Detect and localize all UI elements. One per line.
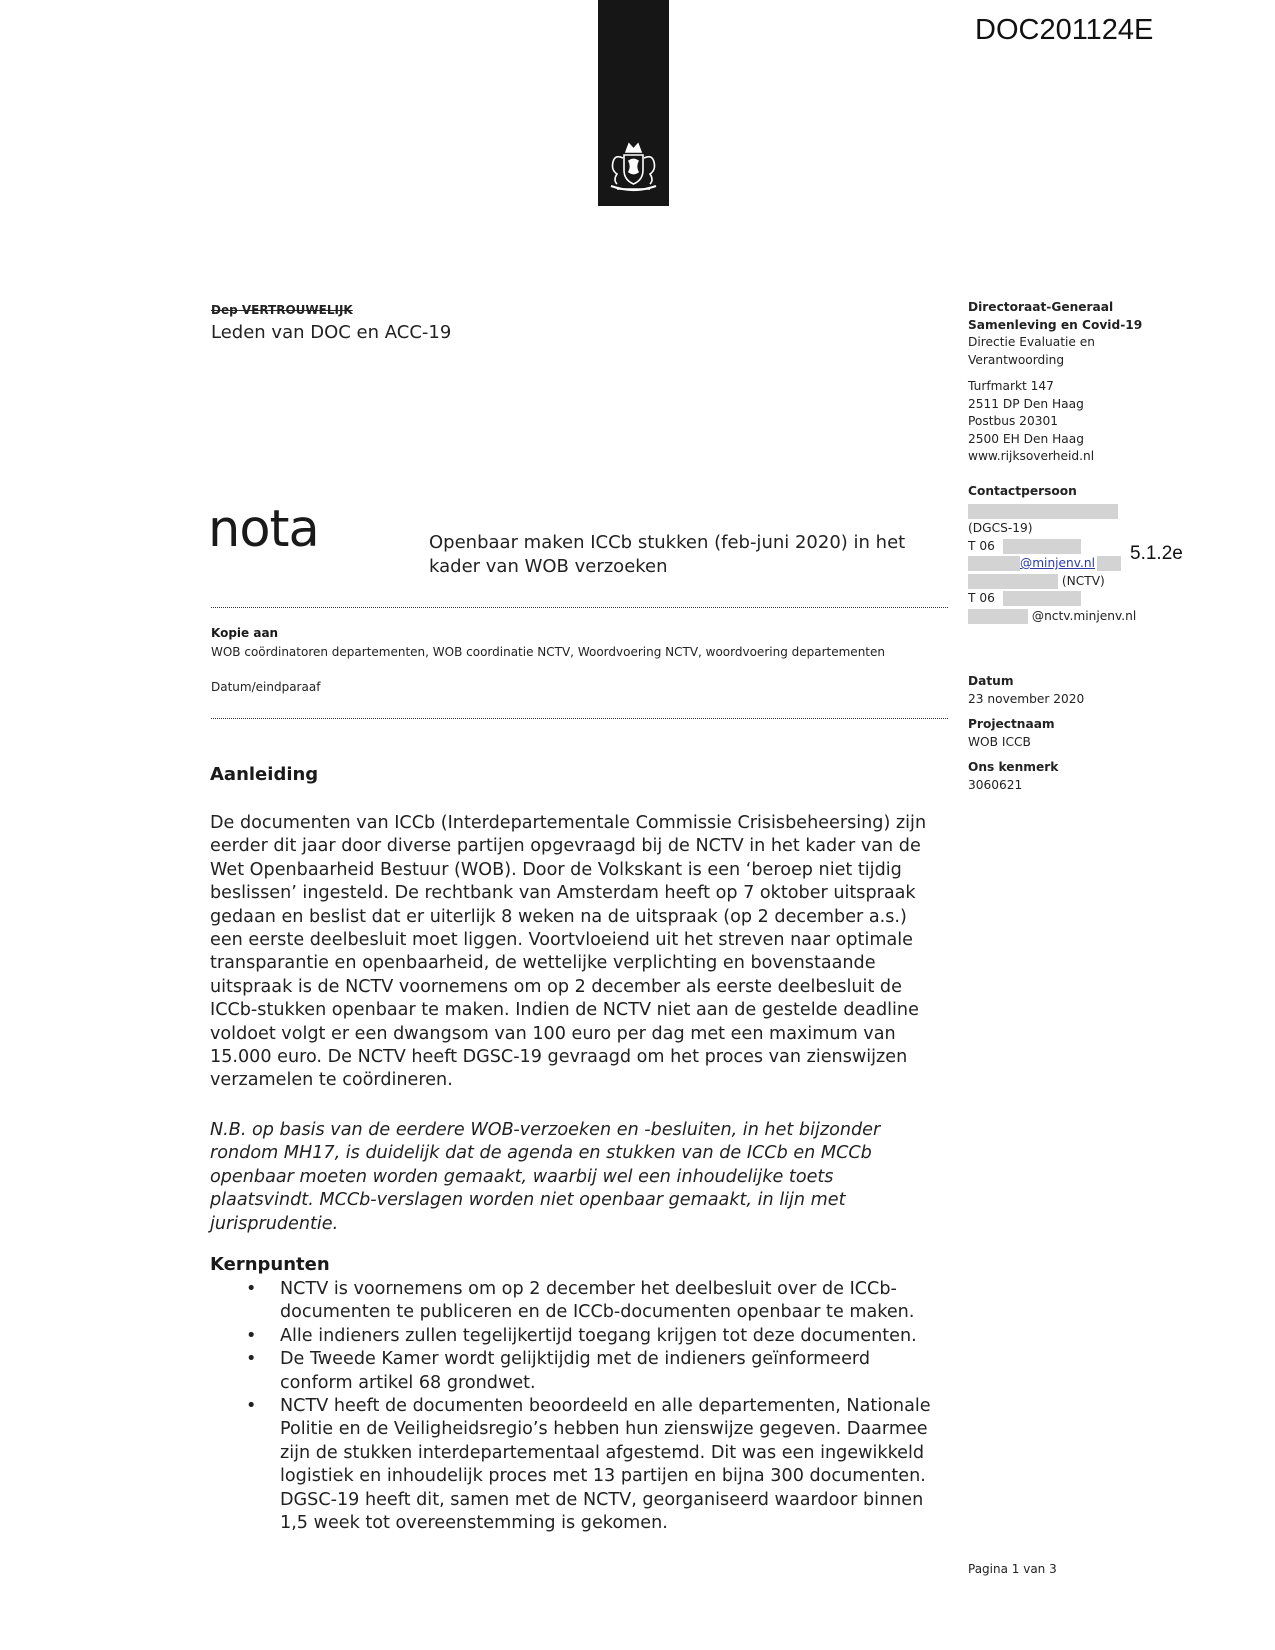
paragraph: De documenten van ICCb (Interdepartementale Commissie Crisisbeheersing) zijn eerder dit jaar door diverse partijen opgevraagd bij de NCTV in het kader van de Wet Openbaarheid Bestuur (WOB). Door de Volkskant is een ‘beroep niet tijdig beslissen’ ingesteld. De rechtbank van Amsterdam heeft op 7 oktober uitspraak gedaan en beslist dat er uiterlijk 8 weken na de uitspraak (op 2 december a.s.) een eerste deelbesluit moet liggen. Voortvloeiend uit het streven naar optimale transparantie en openbaarheid, de wettelijke verplichting en bovenstaande uitspraak is de NCTV voornemens om op 2 december als eerste deelbesluit de ICCb-stukken openbaar te maken. Indien de NCTV niet aan de gestelde deadline voldoet volgt er een dwangsom van 100 euro per dag met een maximum van 15.000 euro. De NCTV heeft DGSC-19 gevraagd om het proces van zienswijzen verzamelen te coördineren. xyxy=(210,813,927,1091)
section-title-kernpunten: Kernpunten xyxy=(210,1254,330,1275)
org-name-line1: Directoraat-Generaal xyxy=(968,300,1114,314)
recipients: Leden van DOC en ACC-19 xyxy=(211,322,452,343)
divider-top xyxy=(211,607,948,608)
list-item xyxy=(246,1395,946,1535)
list-item-text: NCTV heeft de documenten beoordeeld en alle departementen, Nationale Politie en de Veiligheidsregio’s hebben hun zienswijze gegeven. Daarmee zijn de stukken interdepartementaal afgestemd. Dit was een ingewikkeld logistiek en inhoudelijk proces met 13 partijen en bijna 300 documenten. DGSC-19 heeft dit, samen met de NCTV, georganiseerd waardoor binnen 1,5 week tot overeenstemming is gekomen. xyxy=(280,1396,931,1534)
address-line: Turfmarkt 147 xyxy=(968,379,1054,393)
address-line: Postbus 20301 xyxy=(968,414,1058,428)
reference-value: 3060621 xyxy=(968,777,1023,792)
list-item xyxy=(246,1325,946,1348)
phone-prefix: T 06 xyxy=(968,538,995,553)
project-label: Projectnaam xyxy=(968,717,1055,731)
redacted-email-user xyxy=(968,609,1028,624)
redacted-email-user xyxy=(968,556,1020,571)
divider-bottom xyxy=(211,718,948,719)
redaction-code: 5.1.2e xyxy=(1130,543,1183,564)
bullet-icon: • xyxy=(246,1396,257,1417)
dept-line2: Verantwoording xyxy=(968,352,1065,367)
reference-label: Ons kenmerk xyxy=(968,760,1059,774)
email-link[interactable]: @minjenv.nl xyxy=(1020,556,1096,570)
redacted-name xyxy=(968,574,1058,589)
coat-of-arms-icon xyxy=(605,140,662,196)
bullet-icon: • xyxy=(246,1279,257,1299)
phone-prefix: T 06 xyxy=(968,591,995,605)
redacted-text xyxy=(1097,556,1121,571)
date-label: Datum xyxy=(968,674,1014,688)
list-item-text: De Tweede Kamer wordt gelijktijdig met de indieners geïnformeerd conform artikel 68 grondwet. xyxy=(280,1349,871,1393)
aanleiding-paragraph xyxy=(210,812,940,1093)
meta-block xyxy=(968,673,1198,794)
section-title-aanleiding: Aanleiding xyxy=(210,764,319,785)
note-paragraph: N.B. op basis van de eerdere WOB-verzoeken en -besluiten, in het bijzonder rondom MH17, is duidelijk dat de agenda en stukken van de ICCb en MCCb openbaar moeten worden gemaakt, waarbij wel een inhoudelijke toets plaatsvindt. MCCb-verslagen worden niet openbaar gemaakt, in lijn met jurisprudentie. xyxy=(210,1120,881,1234)
bullet-icon: • xyxy=(246,1325,257,1346)
classification-label: Dep VERTROUWELIJK xyxy=(211,303,353,317)
project-value: WOB ICCB xyxy=(968,734,1031,749)
address-line: 2511 DP Den Haag xyxy=(968,396,1084,411)
contact-dept-2: (NCTV) xyxy=(1061,573,1105,588)
dept-line1: Directie Evaluatie en xyxy=(968,335,1095,349)
list-item-text: Alle indieners zullen tegelijkertijd toegang krijgen tot deze documenten. xyxy=(280,1325,917,1346)
copy-to-value: WOB coördinatoren departementen, WOB coordinatie NCTV, Woordvoering NCTV, woordvoering departementen xyxy=(211,645,885,659)
list-item xyxy=(246,1348,946,1395)
org-name-line2: Samenleving en Covid-19 xyxy=(968,317,1143,332)
kernpunten-list xyxy=(246,1278,946,1535)
address-block xyxy=(968,378,1198,466)
copy-to-label: Kopie aan xyxy=(211,626,279,640)
subject: Openbaar maken ICCb stukken (feb-juni 2020) in het kader van WOB verzoeken xyxy=(429,532,906,577)
bullet-icon: • xyxy=(246,1349,257,1370)
redacted-phone xyxy=(1003,591,1081,606)
logo-bar xyxy=(598,0,669,206)
contact-dept: (DGCS-19) xyxy=(968,521,1033,535)
redacted-phone xyxy=(1003,539,1081,554)
datum-eindparaaf: Datum/eindparaaf xyxy=(211,680,321,694)
sender-block xyxy=(968,299,1198,369)
website: www.rijksoverheid.nl xyxy=(968,449,1095,463)
list-item-text: NCTV is voornemens om op 2 december het deelbesluit over de ICCb-documenten te publiceren en de ICCb-documenten openbaar te maken. xyxy=(280,1279,915,1323)
date-value: 23 november 2020 xyxy=(968,691,1085,706)
email-text: @nctv.minjenv.nl xyxy=(1031,608,1137,623)
aanleiding-note xyxy=(210,1119,940,1236)
document-id: DOC201124E xyxy=(975,14,1154,46)
contact-label: Contactpersoon xyxy=(968,484,1077,498)
address-line: 2500 EH Den Haag xyxy=(968,431,1084,446)
list-item xyxy=(246,1278,946,1325)
redacted-name xyxy=(968,504,1118,519)
document-type-title: nota xyxy=(208,500,319,559)
page-number: Pagina 1 van 3 xyxy=(968,1562,1057,1576)
